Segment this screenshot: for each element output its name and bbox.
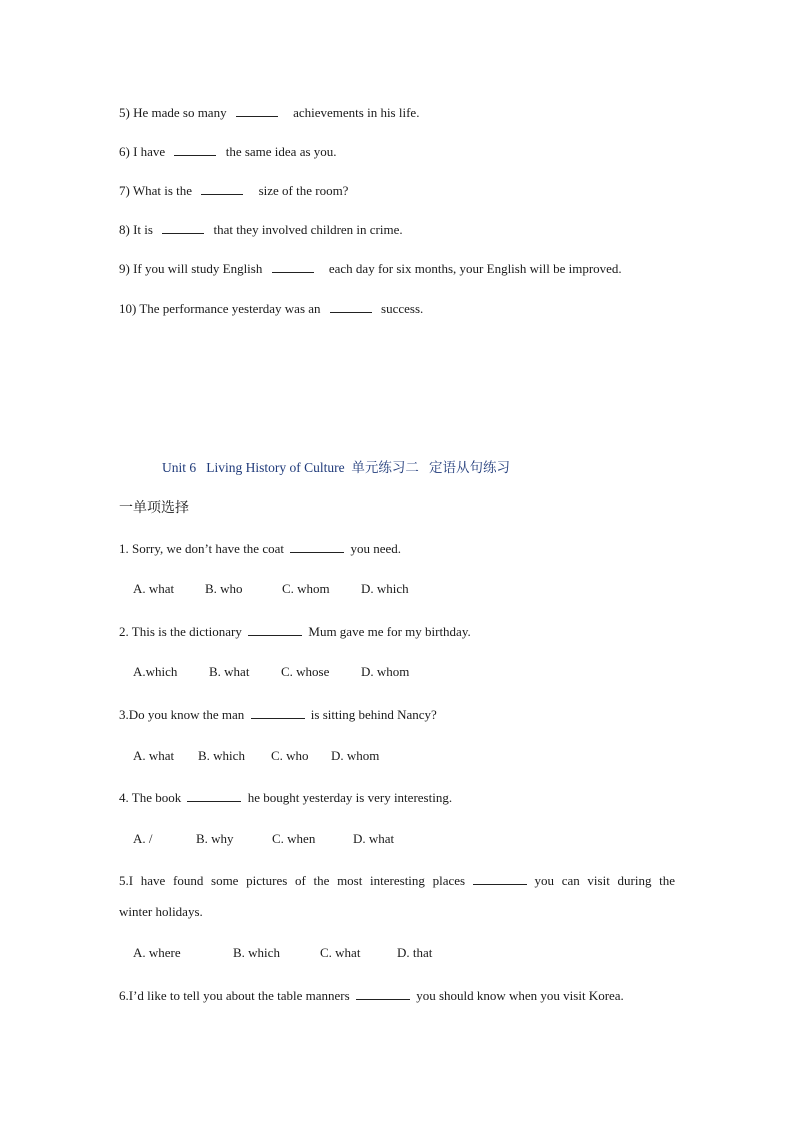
option-a[interactable]: A. / — [133, 831, 153, 846]
question-1-options — [133, 581, 409, 597]
answer-blank — [330, 300, 372, 313]
line-text: 6) I have — [119, 144, 166, 159]
question-5-continued: winter holidays. — [119, 904, 203, 919]
question-text: 6.I’d like to tell you about the table manners — [119, 988, 350, 1003]
question-text: you should know when you visit Korea. — [416, 988, 624, 1003]
question-text: 3.Do you know the man — [119, 707, 245, 722]
line-text: 10) The performance yesterday was an — [119, 301, 321, 316]
section-title: Unit 6 Living History of Culture 单元练习二 定语从句练习 — [162, 460, 510, 475]
line-text: 7) What is the — [119, 183, 193, 198]
option-c[interactable]: C. what — [320, 945, 361, 960]
line-text: 8) It is — [119, 222, 153, 237]
option-d[interactable]: D. whom — [331, 748, 380, 763]
exercise-line-9 — [119, 260, 622, 277]
option-b[interactable]: B. who — [205, 581, 243, 596]
option-b[interactable]: B. which — [233, 945, 280, 960]
option-a[interactable]: A. where — [133, 945, 181, 960]
option-a[interactable]: A. what — [133, 581, 175, 596]
question-6 — [119, 987, 624, 1004]
question-text: is sitting behind Nancy? — [310, 707, 437, 722]
option-b[interactable]: B. what — [209, 664, 250, 679]
option-d[interactable]: D. whom — [361, 664, 410, 679]
exercise-line-6 — [119, 143, 337, 160]
option-b[interactable]: B. which — [198, 748, 245, 763]
question-2-options — [133, 664, 409, 680]
option-c[interactable]: C. whom — [282, 581, 330, 596]
exercise-line-8 — [119, 221, 403, 238]
question-3-options — [133, 748, 379, 764]
question-text: 1. Sorry, we don’t have the coat — [119, 541, 284, 556]
answer-blank — [201, 182, 243, 195]
line-text: achievements in his life. — [293, 105, 420, 120]
question-3 — [119, 706, 437, 723]
answer-blank — [290, 540, 344, 553]
line-text: size of the room? — [258, 183, 349, 198]
option-c[interactable]: C. whose — [281, 664, 330, 679]
answer-blank — [251, 706, 305, 719]
answer-blank — [473, 872, 527, 885]
exercise-line-5 — [119, 104, 419, 121]
question-4-options — [133, 831, 394, 847]
line-text: that they involved children in crime. — [213, 222, 403, 237]
question-text: he bought yesterday is very interesting. — [247, 790, 453, 805]
answer-blank — [187, 789, 241, 802]
question-text: you can visit during the — [534, 873, 676, 888]
line-text: success. — [381, 301, 424, 316]
line-text: each day for six months, your English will be improved. — [328, 261, 622, 276]
option-c[interactable]: C. when — [272, 831, 316, 846]
exercise-line-7 — [119, 182, 348, 199]
question-text: Mum gave me for my birthday. — [308, 624, 471, 639]
answer-blank — [356, 987, 410, 1000]
answer-blank — [236, 104, 278, 117]
line-text: 9) If you will study English — [119, 261, 263, 276]
answer-blank — [174, 143, 216, 156]
question-text: 5.I have found some pictures of the most interesting places — [119, 873, 466, 888]
answer-blank — [272, 260, 314, 273]
option-a[interactable]: A. what — [133, 748, 175, 763]
option-d[interactable]: D. which — [361, 581, 409, 596]
option-d[interactable]: D. that — [397, 945, 433, 960]
question-5 — [119, 872, 675, 889]
question-text: 2. This is the dictionary — [119, 624, 242, 639]
option-c[interactable]: C. who — [271, 748, 309, 763]
section-heading: 一单项选择 — [119, 500, 189, 516]
option-a[interactable]: A.which — [133, 664, 178, 679]
question-text: 4. The book — [119, 790, 182, 805]
question-5-options — [133, 945, 432, 961]
exercise-line-10 — [119, 300, 423, 317]
question-text: you need. — [350, 541, 402, 556]
question-1 — [119, 540, 401, 557]
question-2 — [119, 623, 471, 640]
answer-blank — [162, 221, 204, 234]
line-text: 5) He made so many — [119, 105, 227, 120]
answer-blank — [248, 623, 302, 636]
option-b[interactable]: B. why — [196, 831, 234, 846]
option-d[interactable]: D. what — [353, 831, 395, 846]
line-text: the same idea as you. — [225, 144, 337, 159]
question-4 — [119, 789, 452, 806]
